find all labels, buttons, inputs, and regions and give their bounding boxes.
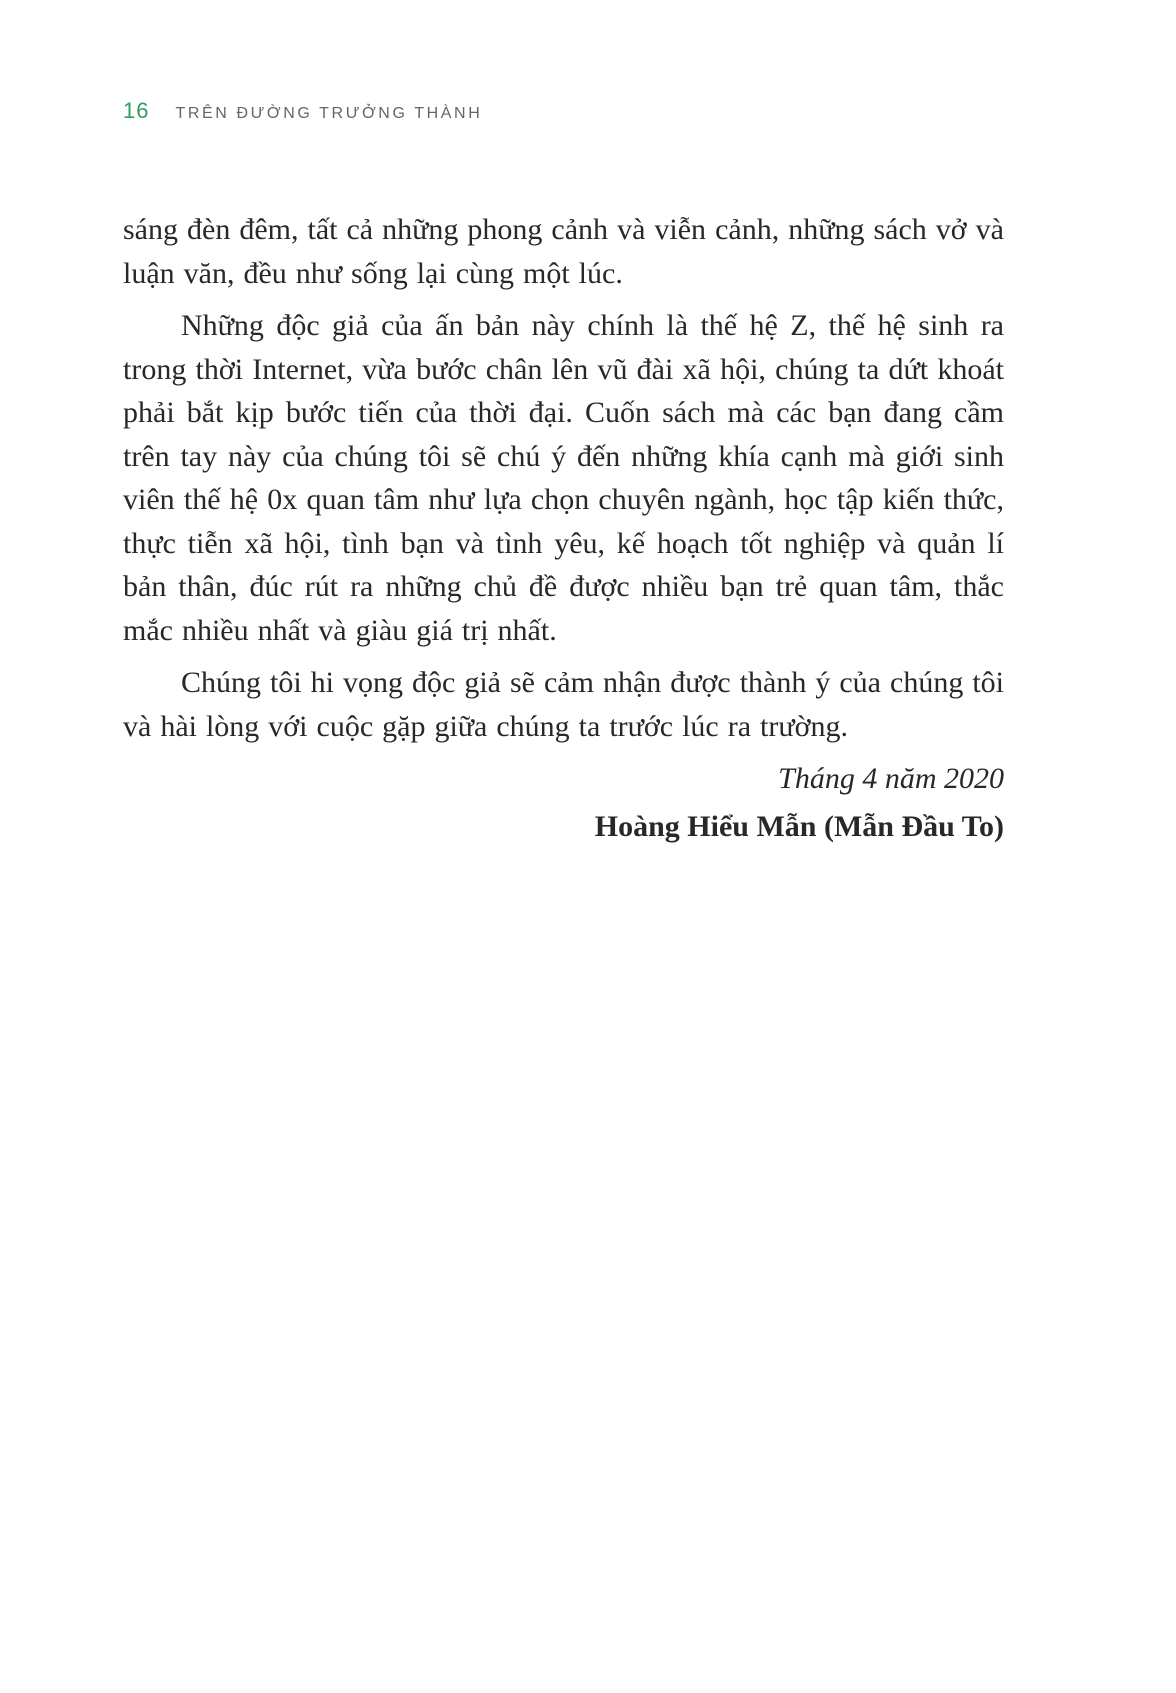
running-header xyxy=(123,98,1004,124)
chapter-running-title: TRÊN ĐƯỜNG TRƯỞNG THÀNH xyxy=(175,105,483,122)
paragraph: Những độc giả của ấn bản này chính là thế hệ Z, thế hệ sinh ra trong thời Internet, vừa bước chân lên vũ đài xã hội, chúng ta dứt khoát phải bắt kịp bước tiến của thời đại. Cuốn sách mà các bạn đang cầm trên tay này của chúng tôi sẽ chú ý đến những khía cạnh mà giới sinh viên thế hệ 0x quan tâm như lựa chọn chuyên ngành, học tập kiến thức, thực tiễn xã hội, tình bạn và tình yêu, kế hoạch tốt nghiệp và quản lí bản thân, đúc rút ra những chủ đề được nhiều bạn trẻ quan tâm, thắc mắc nhiều nhất và giàu giá trị nhất. xyxy=(123,309,1004,647)
body-text-block xyxy=(123,208,1004,848)
author-signature: Hoàng Hiểu Mẫn (Mẫn Đầu To) xyxy=(594,809,1004,843)
paragraph-continuation: sáng đèn đêm, tất cả những phong cảnh và viễn cảnh, những sách vở và luận văn, đều như sống lại cùng một lúc. xyxy=(123,213,1004,290)
date-line: Tháng 4 năm 2020 xyxy=(778,762,1004,795)
page-number: 16 xyxy=(123,98,150,123)
paragraph: Chúng tôi hi vọng độc giả sẽ cảm nhận được thành ý của chúng tôi và hài lòng với cuộc gặp giữa chúng ta trước lúc ra trường. xyxy=(123,666,1004,743)
